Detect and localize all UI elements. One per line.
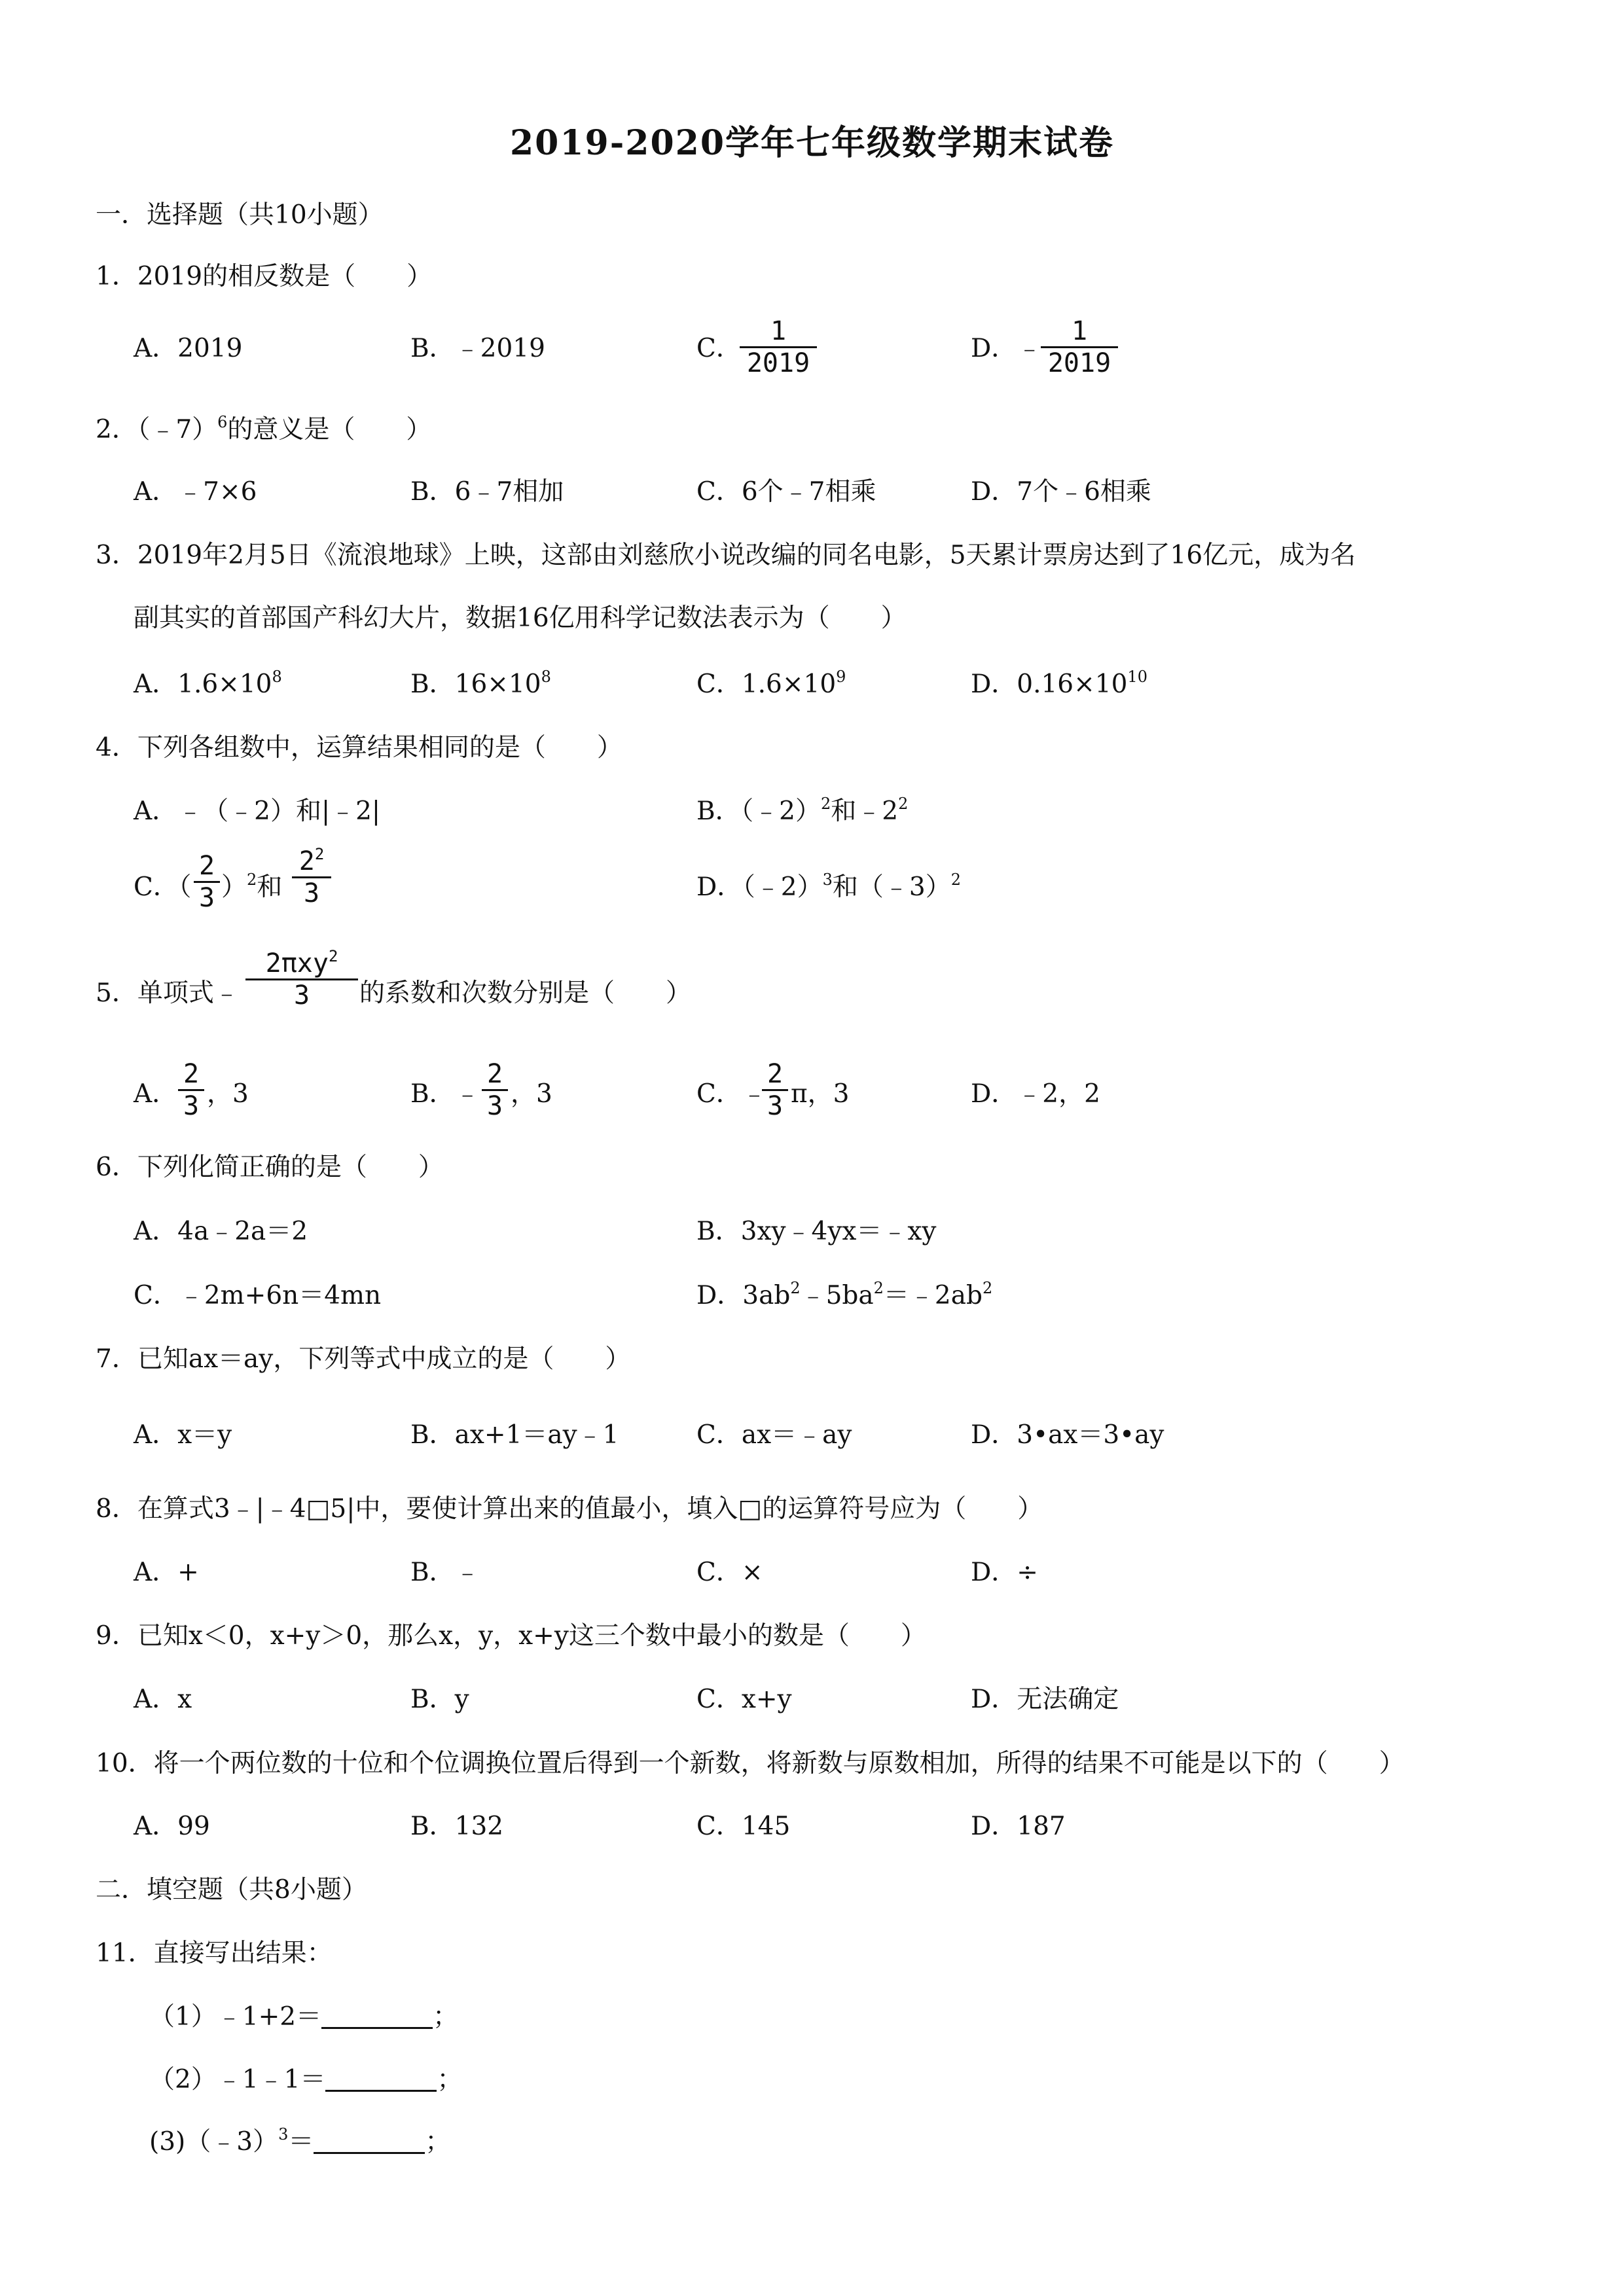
q5-option-a-tail: ，3 — [207, 1079, 249, 1109]
q6-option-a: A．4a﹣2a＝2 — [134, 1217, 308, 1246]
q7-option-d: D．3•ax＝3•ay — [971, 1420, 1164, 1450]
q11-part-1: （1）﹣1+2＝ ； — [149, 2002, 459, 2032]
q1-c-numerator: 1 — [770, 316, 787, 346]
q2-option-d: D．7个﹣6相乘 — [971, 477, 1151, 507]
q5-option-a-label: A． — [134, 1079, 178, 1109]
q1-d-denominator: 2019 — [1047, 348, 1111, 378]
q1-option-b: B．﹣2019 — [410, 334, 545, 363]
q8-option-d: D．÷ — [971, 1558, 1038, 1587]
q6-option-b: B．3xy﹣4yx＝﹣xy — [696, 1217, 937, 1246]
q11-part-3: (3)（﹣3）$^3$＝ ； — [149, 2125, 451, 2157]
q3-option-b: B．$16\times 10^8$ — [410, 668, 551, 699]
q5-option-c-tail: π，3 — [791, 1079, 850, 1109]
question-5-stem-b: 的系数和次数分别是（ ） — [359, 978, 692, 1008]
q2-option-a: A．﹣7×6 — [134, 477, 257, 507]
q6-option-c: C．﹣2m+6n＝4mn — [134, 1281, 382, 1310]
q4-option-d: D．（﹣2）$^3$和（﹣3）$^2$ — [696, 870, 961, 902]
q1-option-a: A．2019 — [134, 334, 243, 363]
question-2-stem: 2．（﹣7）$^6$的意义是（ ） — [96, 413, 432, 444]
q2-option-c: C．6个﹣7相乘 — [696, 477, 876, 507]
q2-option-b: B．6﹣7相加 — [410, 477, 564, 507]
q4-option-c-fraction2: $2^2$ 3 — [292, 848, 331, 906]
q4-option-c-middle: ）$^2$和 — [221, 870, 283, 902]
q1-d-numerator: 1 — [1071, 316, 1088, 346]
q3-option-a: A．$1.6\times 10^8$ — [134, 668, 282, 699]
q1-option-d-fraction — [1041, 318, 1118, 376]
section-heading-choice: 一．选择题（共10小题） — [96, 200, 384, 230]
q5-option-a-fraction: 2 3 — [178, 1061, 204, 1119]
q8-option-a: A．+ — [134, 1558, 199, 1587]
question-10-stem: 10．将一个两位数的十位和个位调换位置后得到一个新数，将新数与原数相加，所得的结果不可能是以下的（ ） — [96, 1749, 1405, 1778]
answer-blank-2[interactable] — [325, 2068, 437, 2092]
q5-monomial-fraction: 2πxy$^2$ 3 — [245, 950, 358, 1009]
q10-option-c: C．145 — [696, 1812, 791, 1841]
q9-option-b: B．y — [410, 1685, 469, 1714]
answer-blank-1[interactable] — [321, 2005, 433, 2029]
q5-option-c-label: C．﹣ — [696, 1079, 767, 1109]
q3-option-c: C．$1.6\times 10^9$ — [696, 668, 846, 699]
answer-blank-3[interactable] — [314, 2130, 425, 2154]
q4-option-c-label: C．（ — [134, 872, 192, 902]
q5-option-d: D．﹣2，2 — [971, 1079, 1100, 1109]
q10-option-d: D．187 — [971, 1812, 1066, 1841]
q5-option-c-fraction: 2 3 — [762, 1061, 788, 1119]
question-11-stem: 11．直接写出结果： — [96, 1939, 333, 1968]
q10-option-a: A．99 — [134, 1812, 210, 1841]
q7-option-c: C．ax＝﹣ay — [696, 1420, 852, 1450]
question-7-stem: 7．已知ax＝ay，下列等式中成立的是（ ） — [96, 1344, 631, 1374]
q11-part-2: （2）﹣1﹣1＝ ； — [149, 2065, 463, 2094]
page-title: 2019-2020学年七年级数学期末试卷 — [509, 123, 1115, 163]
question-3-stem-line2: 副其实的首部国产科幻大片，数据16亿用科学记数法表示为（ ） — [134, 603, 907, 633]
q4-option-b: B．（﹣2）$^2$和$﹣2^2$ — [696, 795, 909, 826]
question-9-stem: 9．已知x＜0，x+y＞0，那么x，y，x+y这三个数中最小的数是（ ） — [96, 1621, 926, 1651]
q4-option-c-fraction1: 2 3 — [194, 853, 220, 911]
q5-option-b-fraction: 2 3 — [482, 1061, 508, 1119]
q5-option-b-tail: ，3 — [511, 1079, 552, 1109]
section-heading-fill: 二．填空题（共8小题） — [96, 1875, 367, 1905]
question-4-stem: 4．下列各组数中，运算结果相同的是（ ） — [96, 733, 623, 762]
q1-option-c-label: C． — [696, 334, 742, 363]
q1-c-denominator: 2019 — [746, 348, 810, 378]
q10-option-b: B．132 — [410, 1812, 504, 1841]
q4-option-a: A．﹣（﹣2）和|﹣2| — [134, 797, 381, 826]
question-3-stem-line1: 3．2019年2月5日《流浪地球》上映，这部由刘慈欣小说改编的同名电影，5天累计票房达到了16亿元，成为名 — [96, 541, 1356, 570]
q5-option-b-label: B．﹣ — [410, 1079, 480, 1109]
q6-option-d: D．$3ab^2﹣5ba^2=﹣2ab^2$ — [696, 1279, 993, 1310]
q3-option-d: D．$0.16\times 10^{10}$ — [971, 668, 1147, 699]
q1-option-d-label: D．﹣ — [971, 334, 1043, 363]
question-5-stem-a: 5．单项式﹣ — [96, 978, 240, 1008]
q8-option-c: C．× — [696, 1558, 763, 1587]
question-8-stem: 8．在算式3﹣|﹣4□5|中，要使计算出来的值最小，填入□的运算符号应为（ ） — [96, 1494, 1043, 1524]
q7-option-b: B．ax+1＝ay﹣1 — [410, 1420, 619, 1450]
q7-option-a: A．x＝y — [134, 1420, 232, 1450]
q9-option-d: D．无法确定 — [971, 1685, 1119, 1714]
q9-option-a: A．x — [134, 1685, 192, 1714]
q9-option-c: C．x+y — [696, 1685, 792, 1714]
q8-option-b: B．﹣ — [410, 1558, 480, 1587]
question-1-stem: 1．2019的相反数是（ ） — [96, 262, 433, 291]
question-6-stem: 6．下列化简正确的是（ ） — [96, 1153, 444, 1182]
q1-option-c-fraction — [740, 318, 817, 376]
